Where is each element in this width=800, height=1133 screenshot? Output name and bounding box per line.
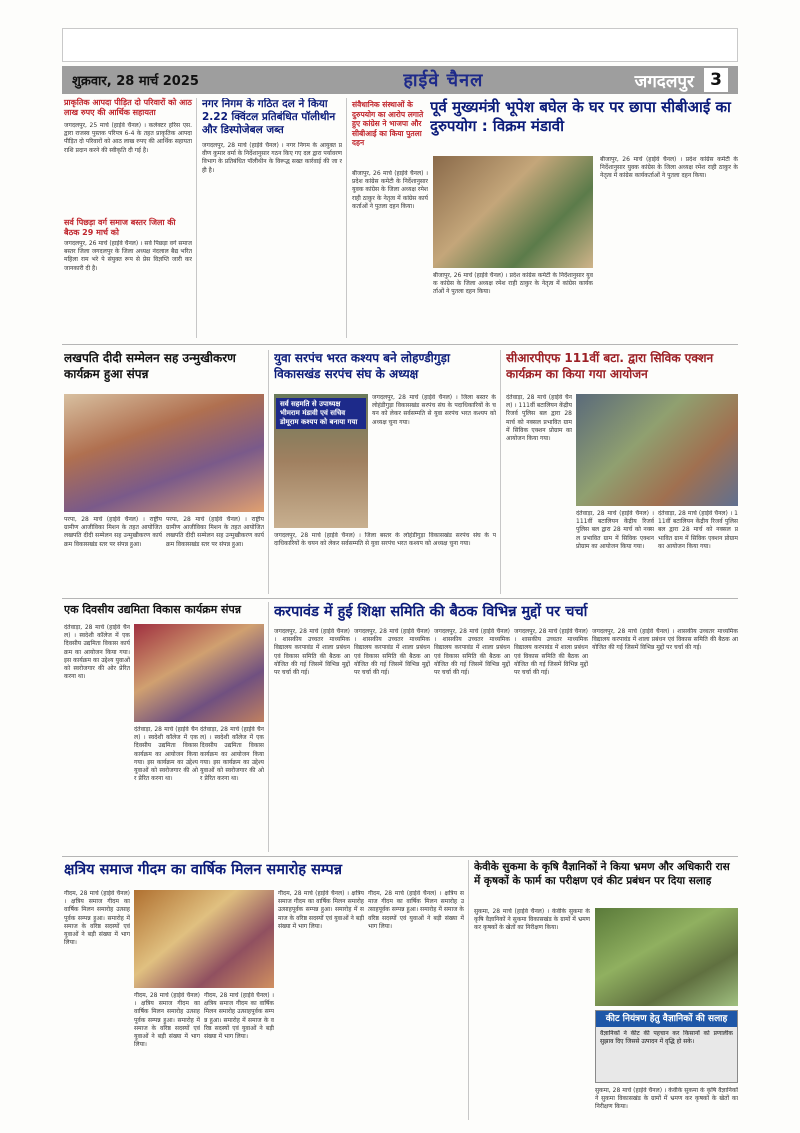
story-body-sarpanch bbox=[372, 394, 496, 528]
story-text: सुकमा, 28 मार्च (हाईवे चैनल) । केवीके सुकमा के कृषि वैज्ञानिकों ने सुकमा विकासखंड के ग्रामों में भ्रमण कर कृषकों के खेतों का निरीक्षण किया। bbox=[595, 1087, 738, 1111]
story-text: बीजापुर, 26 मार्च (हाईवे चैनल) । प्रदेश कांग्रेस कमेटी के निर्देशानुसार युवक कांग्रेस के जिला अध्यक्ष रमेश राही ठाकुर के नेतृत्व में कांग्रेस कार्यकर्ताओं ने पुतला दहन किया। bbox=[433, 272, 593, 296]
story-title-nagar-nigam: नगर निगम के गठित दल ने किया 2.22 क्विंटल प्रतिबंधित पॉलीथीन और डिस्पोजेबल जब्त bbox=[202, 98, 336, 136]
story-body-nagar-nigam bbox=[202, 142, 342, 338]
story-text: बीजापुर, 26 मार्च (हाईवे चैनल) । प्रदेश कांग्रेस कमेटी के निर्देशानुसार युवक कांग्रेस के जिला अध्यक्ष रमेश राही ठाकुर के नेतृत्व में कांग्रेस कार्यकर्ताओं ने पुतला दहन किया। bbox=[352, 170, 428, 210]
story-text: जगदलपुर, 28 मार्च (हाईवे चैनल) । जिला बस्तर के लोहंडीगुड़ा विकासखंड सरपंच संघ के पदाधिकारियों के चयन को लेकर सर्वसम्मति से युवा सरपंच भरत कश्यप को अध्यक्ष चुना गया। bbox=[372, 394, 496, 426]
story-body-kshatriya bbox=[64, 890, 130, 1118]
story-text: दंतेवाड़ा, 28 मार्च (हाईवे चैनल) । 111वीं बटालियन केंद्रीय रिजर्व पुलिस बल द्वारा 28 मार्च को नक्सल प्रभावित ग्राम में सिविक एक्शन प्रोग्राम का आयोजन किया गया। bbox=[576, 510, 654, 550]
story-text: जगदलपुर, 28 मार्च (हाईवे चैनल) । शासकीय उच्चतर माध्यमिक विद्यालय करपावंड में शाला प्रबंधन एवं विकास समिति की बैठक आयोजित की गई जिसमें विभिन्न मुद्दों पर चर्चा की गई। bbox=[592, 628, 738, 652]
kvk-advice-box bbox=[595, 1010, 738, 1083]
story-text: जगदलपुर, 28 मार्च (हाईवे चैनल) । नगर निगम के आयुक्त प्रवीण कुमार वर्मा के निर्देशानुसार गठन किए गए दल द्वारा पर्यावरण विभाग के प्रतिबंधित पॉलीथीन के विरूद्ध सख्त कार्रवाई की जा रही है। bbox=[202, 142, 342, 174]
story-text: जगदलपुर, 25 मार्च (हाईवे चैनल) । कलेक्टर हरिस एस. द्वारा राजस्व पुस्तक परिपत्र 6-4 के तहत प्राकृतिक आपदा पीड़ित दो परिवारों को आठ लाख रुपए की आर्थिक सहायता राशि प्रदान करने की स्वीकृति दी गई है। bbox=[64, 122, 192, 154]
story-body-karpawand-cont3 bbox=[514, 628, 588, 850]
story-body-kvk-cont bbox=[595, 1087, 738, 1118]
story-body-udyamita-cont2 bbox=[200, 726, 264, 850]
masthead-right bbox=[635, 68, 728, 92]
column-divider bbox=[268, 350, 269, 594]
column-divider bbox=[500, 350, 501, 594]
story-text: बीजापुर, 26 मार्च (हाईवे चैनल) । प्रदेश कांग्रेस कमेटी के निर्देशानुसार युवक कांग्रेस के जिला अध्यक्ष रमेश राही ठाकुर के नेतृत्व में कांग्रेस कार्यकर्ताओं ने पुतला दहन किया। bbox=[600, 156, 738, 180]
story-text: दंतेवाड़ा, 28 मार्च (हाईवे चैनल) । 111वीं बटालियन केंद्रीय रिजर्व पुलिस बल द्वारा 28 मार्च को नक्सल प्रभावित ग्राम में सिविक एक्शन प्रोग्राम का आयोजन किया गया। bbox=[506, 394, 572, 443]
story-body-udyamita bbox=[64, 624, 130, 850]
story-body-kshatriya-cont4 bbox=[368, 890, 464, 1118]
story-title-kvk: केवीके सुकमा के कृषि वैज्ञानिकों ने किया भ्रमण और अधिकारी रास में कृषकों के फार्म का परीक्षण एवं कीट प्रबंधन पर दिया सलाह bbox=[474, 861, 730, 887]
story-body-kshatriya-cont2 bbox=[204, 992, 274, 1118]
story-body-crpf-cont bbox=[576, 510, 654, 592]
story-kicker-sabotage: संवैधानिक संस्थाओं के दुरुपयोग का आरोप लगाते हुए कांग्रेस ने भाजपा और सीबीआई का किया पुतला दहन bbox=[352, 100, 424, 147]
story-text: गीदम, 28 मार्च (हाईवे चैनल) । क्षत्रिय समाज गीदम का वार्षिक मिलन समारोह उत्साहपूर्वक सम्पन्न हुआ। समारोह में समाज के वरिष्ठ सदस्यों एवं युवाओं ने बड़ी संख्या में भाग लिया। bbox=[134, 992, 200, 1049]
story-body-lakhpati bbox=[64, 516, 162, 592]
story-body-kshatriya-cont3 bbox=[278, 890, 364, 1118]
story-body-sarpanch-cont bbox=[274, 532, 496, 592]
story-text: गीदम, 28 मार्च (हाईवे चैनल) । क्षत्रिय समाज गीदम का वार्षिक मिलन समारोह उत्साहपूर्वक सम्पन्न हुआ। समारोह में समाज के वरिष्ठ सदस्यों एवं युवाओं ने बड़ी संख्या में भाग लिया। bbox=[64, 890, 130, 947]
story-text: जगदलपुर, 28 मार्च (हाईवे चैनल) । शासकीय उच्चतर माध्यमिक विद्यालय करपावंड में शाला प्रबंधन एवं विकास समिति की बैठक आयोजित की गई जिसमें विभिन्न मुद्दों पर चर्चा की गई। bbox=[354, 628, 430, 677]
story-body-sabotage bbox=[352, 170, 428, 338]
photo-sabotage-protest bbox=[433, 156, 593, 268]
story-body-karpawand-cont4 bbox=[592, 628, 738, 850]
story-body-lakhpati-cont bbox=[166, 516, 264, 592]
page-title: हाईवे चैनल bbox=[403, 70, 484, 91]
story-title-sarva-pichda: सर्व पिछड़ा वर्ग समाज बस्तर जिला की बैठक 29 मार्च को bbox=[64, 218, 176, 237]
masthead bbox=[62, 66, 738, 94]
page-number: 3 bbox=[704, 68, 728, 92]
story-body-karpawand bbox=[274, 628, 350, 850]
column-divider bbox=[196, 98, 197, 338]
story-body-kvk bbox=[474, 908, 590, 1118]
photo-sarpanch bbox=[274, 394, 368, 528]
story-text: दंतेवाड़ा, 28 मार्च (हाईवे चैनल) । 111वीं बटालियन केंद्रीय रिजर्व पुलिस बल द्वारा 28 मार्च को नक्सल प्रभावित ग्राम में सिविक एक्शन प्रोग्राम का आयोजन किया गया। bbox=[658, 510, 738, 550]
story-title-crpf: सीआरपीएफ 111वीं बटा. द्वारा सिविक एक्शन कार्यक्रम का किया गया आयोजन bbox=[506, 351, 714, 381]
photo-lakhpati-meeting bbox=[64, 394, 264, 512]
story-title-sarpanch: युवा सरपंच भरत कश्यप बने लोहण्डीगुड़ा विकासखंड सरपंच संघ के अध्यक्ष bbox=[274, 351, 451, 381]
story-text: जगदलपुर, 28 मार्च (हाईवे चैनल) । जिला बस्तर के लोहंडीगुड़ा विकासखंड सरपंच संघ के पदाधिकारियों के चयन को लेकर सर्वसम्मति से युवा सरपंच भरत कश्यप को अध्यक्ष चुना गया। bbox=[274, 532, 496, 548]
story-body-sabotage-lower bbox=[433, 272, 593, 338]
photo-kvk-field bbox=[595, 908, 738, 1006]
column-divider bbox=[268, 602, 269, 852]
story-title-prakritik: प्राकृतिक आपदा पीड़ित दो परिवारों को आठ लाख रुपए की आर्थिक सहायता bbox=[64, 98, 192, 117]
issue-date: शुक्रवार, 28 मार्च 2025 bbox=[72, 74, 199, 89]
city-name: जगदलपुर bbox=[634, 71, 694, 92]
story-text: गीदम, 28 मार्च (हाईवे चैनल) । क्षत्रिय समाज गीदम का वार्षिक मिलन समारोह उत्साहपूर्वक सम्पन्न हुआ। समारोह में समाज के वरिष्ठ सदस्यों एवं युवाओं ने बड़ी संख्या में भाग लिया। bbox=[368, 890, 464, 930]
story-text: जगदलपुर, 26 मार्च (हाईवे चैनल) । सर्व पिछड़ा वर्ग समाज बस्तर जिला जगदलपुर के जिला अध्यक्ष नंदलाल बैद्य भरित महिला राम भरे पे संयुक्त रूप से प्रेस विज्ञप्ति जारी कर जानकारी दी है। bbox=[64, 240, 192, 272]
story-text: जगदलपुर, 28 मार्च (हाईवे चैनल) । शासकीय उच्चतर माध्यमिक विद्यालय करपावंड में शाला प्रबंधन एवं विकास समिति की बैठक आयोजित की गई जिसमें विभिन्न मुद्दों पर चर्चा की गई। bbox=[274, 628, 350, 677]
story-body-crpf-cont2 bbox=[658, 510, 738, 592]
story-text: जगदलपुर, 28 मार्च (हाईवे चैनल) । शासकीय उच्चतर माध्यमिक विद्यालय करपावंड में शाला प्रबंधन एवं विकास समिति की बैठक आयोजित की गई जिसमें विभिन्न मुद्दों पर चर्चा की गई। bbox=[514, 628, 588, 677]
story-text: परपा, 28 मार्च (हाईवे चैनल) । राष्ट्रीय ग्रामीण आजीविका मिशन के तहत आयोजित लखपति दीदी सम्मेलन सह उन्मुखीकरण कार्यक्रम विकासखंड स्तर पर संपन्न हुआ। bbox=[166, 516, 264, 548]
story-title-lakhpati: लखपति दीदी सम्मेलन सह उन्मुखीकरण कार्यक्रम हुआ संपन्न bbox=[64, 351, 236, 381]
photo-kshatriya bbox=[134, 890, 274, 988]
story-text: सुकमा, 28 मार्च (हाईवे चैनल) । केवीके सुकमा के कृषि वैज्ञानिकों ने सुकमा विकासखंड के ग्रामों में भ्रमण कर कृषकों के खेतों का निरीक्षण किया। bbox=[474, 908, 590, 932]
top-advert-strip bbox=[62, 28, 738, 62]
column-divider bbox=[468, 860, 469, 1120]
row-divider bbox=[62, 598, 738, 599]
story-title-kshatriya: क्षत्रिय समाज गीदम का वार्षिक मिलन समारोह सम्पन्न bbox=[64, 862, 343, 878]
photo-caption-sarpanch: सर्व सहमति से उपाध्यक्ष भीमराम मंडावी एवं सचिव डोमूराम कश्यप को बनाया गया bbox=[276, 398, 366, 429]
story-text: दंतेवाड़ा, 28 मार्च (हाईवे चैनल) । स्वदेशी कॉलेज में एक दिवसीय उद्यमिता विकास कार्यक्रम का आयोजन किया गया। इस कार्यक्रम का उद्देश्य युवाओं को स्वरोजगार की ओर प्रेरित करना था। bbox=[200, 726, 264, 783]
story-text: गीदम, 28 मार्च (हाईवे चैनल) । क्षत्रिय समाज गीदम का वार्षिक मिलन समारोह उत्साहपूर्वक सम्पन्न हुआ। समारोह में समाज के वरिष्ठ सदस्यों एवं युवाओं ने बड़ी संख्या में भाग लिया। bbox=[278, 890, 364, 930]
story-body-sabotage-cont bbox=[600, 156, 738, 338]
kvk-box-body bbox=[600, 1030, 733, 1080]
photo-crpf-event bbox=[576, 394, 738, 506]
story-title-karpawand: करपावंड में हुई शिक्षा समिति की बैठक विभिन्न मुद्दों पर चर्चा bbox=[274, 604, 588, 620]
story-title-sabotage: पूर्व मुख्यमंत्री भूपेश बघेल के घर पर छापा सीबीआई का दुरुपयोग : विक्रम मंडावी bbox=[430, 98, 731, 135]
story-body-prakritik bbox=[64, 122, 192, 214]
column-divider bbox=[346, 98, 347, 338]
row-divider bbox=[62, 856, 738, 857]
kvk-box-title: कीट नियंत्रण हेतु वैज्ञानिकों की सलाह bbox=[596, 1011, 737, 1027]
photo-udyamita bbox=[134, 624, 264, 722]
story-text: गीदम, 28 मार्च (हाईवे चैनल) । क्षत्रिय समाज गीदम का वार्षिक मिलन समारोह उत्साहपूर्वक सम्पन्न हुआ। समारोह में समाज के वरिष्ठ सदस्यों एवं युवाओं ने बड़ी संख्या में भाग लिया। bbox=[204, 992, 274, 1041]
story-text: वैज्ञानिकों ने कीट की पहचान कर किसानों को प्रणालीक सुझाव दिए जिससे उत्पादन में वृद्धि हो सके। bbox=[600, 1030, 733, 1046]
story-body-udyamita-cont bbox=[134, 726, 198, 850]
story-body-sarva-pichda bbox=[64, 240, 192, 340]
row-divider bbox=[62, 344, 738, 345]
story-body-karpawand-cont bbox=[354, 628, 430, 850]
story-text: दंतेवाड़ा, 28 मार्च (हाईवे चैनल) । स्वदेशी कॉलेज में एक दिवसीय उद्यमिता विकास कार्यक्रम का आयोजन किया गया। इस कार्यक्रम का उद्देश्य युवाओं को स्वरोजगार की ओर प्रेरित करना था। bbox=[134, 726, 198, 783]
story-text: दंतेवाड़ा, 28 मार्च (हाईवे चैनल) । स्वदेशी कॉलेज में एक दिवसीय उद्यमिता विकास कार्यक्रम का आयोजन किया गया। इस कार्यक्रम का उद्देश्य युवाओं को स्वरोजगार की ओर प्रेरित करना था। bbox=[64, 624, 130, 681]
story-body-crpf bbox=[506, 394, 572, 592]
story-body-karpawand-cont2 bbox=[434, 628, 510, 850]
story-text: परपा, 28 मार्च (हाईवे चैनल) । राष्ट्रीय ग्रामीण आजीविका मिशन के तहत आयोजित लखपति दीदी सम्मेलन सह उन्मुखीकरण कार्यक्रम विकासखंड स्तर पर संपन्न हुआ। bbox=[64, 516, 162, 548]
story-text: जगदलपुर, 28 मार्च (हाईवे चैनल) । शासकीय उच्चतर माध्यमिक विद्यालय करपावंड में शाला प्रबंधन एवं विकास समिति की बैठक आयोजित की गई जिसमें विभिन्न मुद्दों पर चर्चा की गई। bbox=[434, 628, 510, 677]
story-title-udyamita: एक दिवसीय उद्यमिता विकास कार्यक्रम संपन्न bbox=[64, 603, 242, 616]
story-body-kshatriya-cont bbox=[134, 992, 200, 1118]
